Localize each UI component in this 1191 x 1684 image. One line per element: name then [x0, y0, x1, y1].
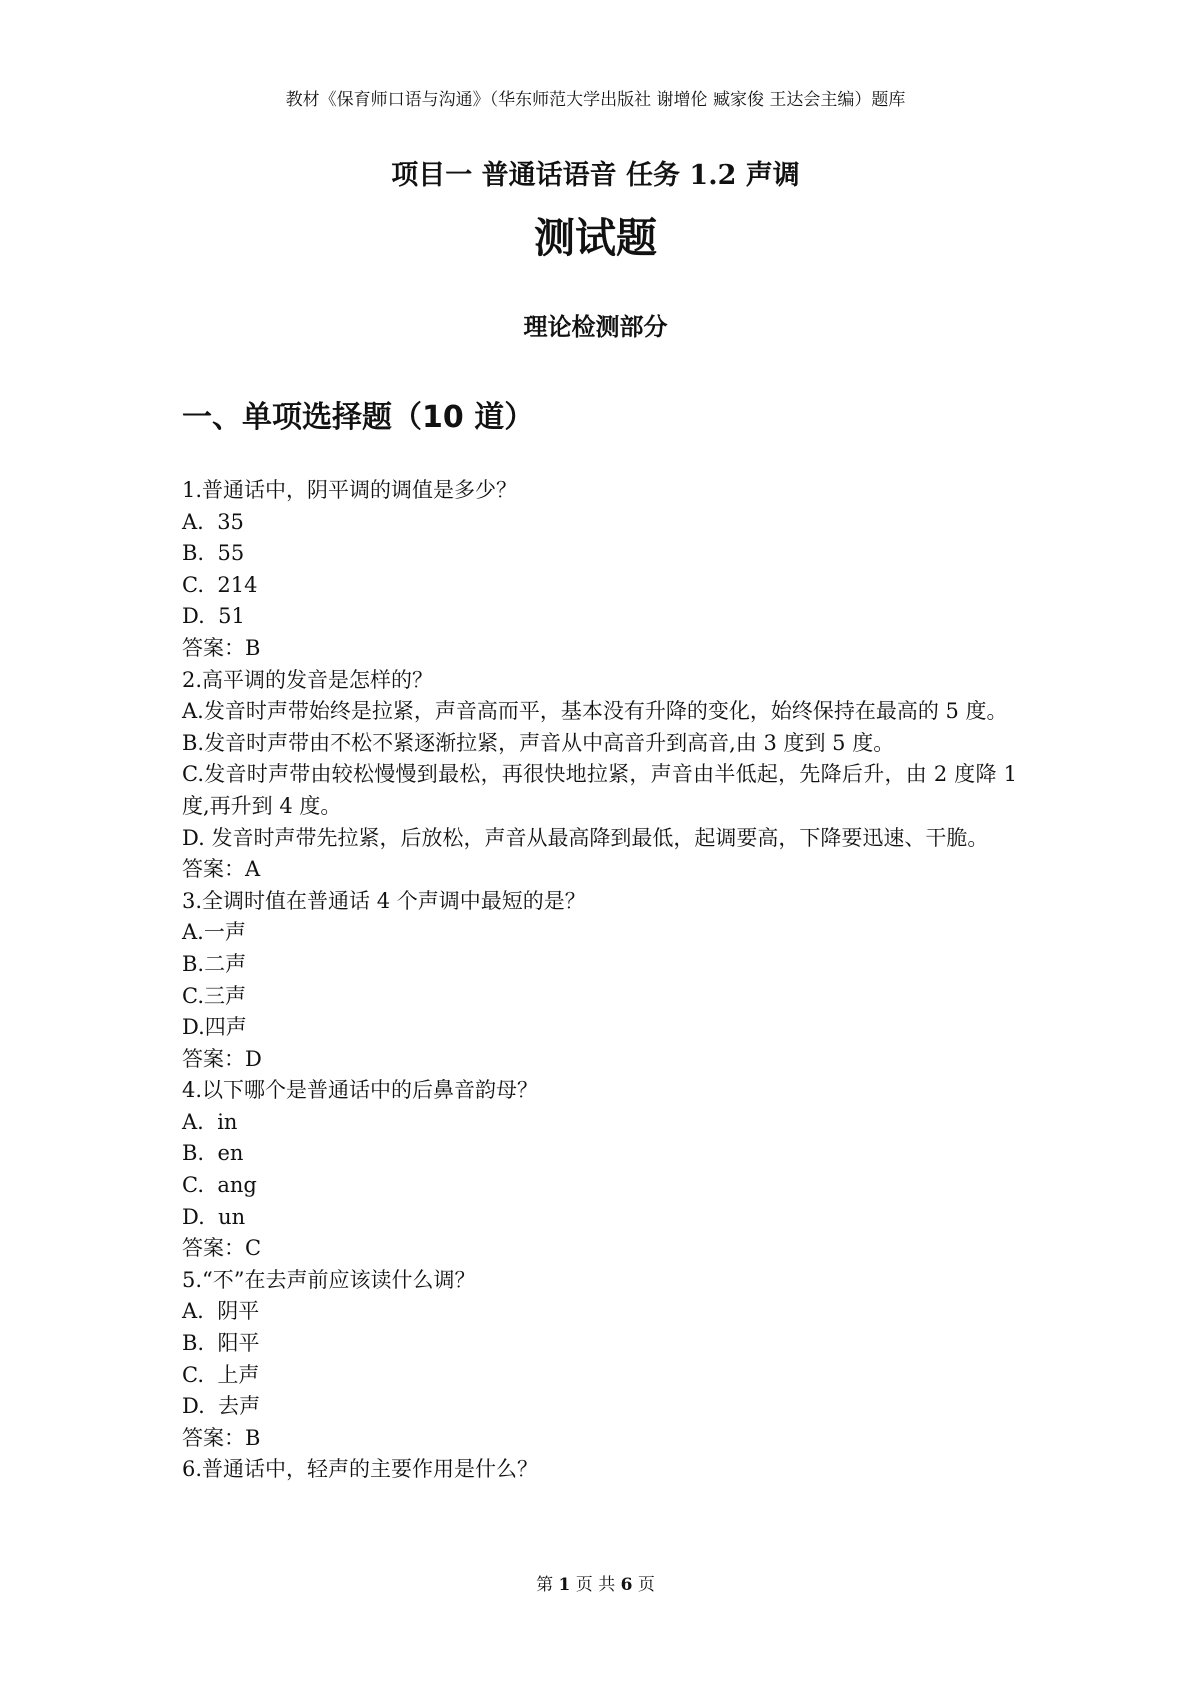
project-title: 项目一 普通话语音 任务 1.2 声调 [391, 160, 800, 191]
question-stem: 3.全调时值在普通话 4 个声调中最短的是？ [182, 888, 586, 913]
option-c: C. ang [182, 1173, 257, 1198]
option-b: B. 阳平 [182, 1331, 260, 1356]
page-total: 6 [620, 1575, 633, 1595]
footer-suffix: 页 [637, 1575, 655, 1595]
option-d: D. un [182, 1204, 246, 1229]
section-title: 理论检测部分 [523, 313, 668, 341]
question-stem: 2.高平调的发音是怎样的？ [182, 667, 434, 692]
option-b: B. 55 [182, 541, 245, 566]
option-b: B.发音时声带由不松不紧逐渐拉紧，声音从中高音升到高音,由 3 度到 5 度。 [182, 730, 895, 755]
option-d: D. 去声 [182, 1394, 261, 1419]
option-c: C.发音时声带由较松慢慢到最松，再很快地拉紧，声音由半低起，先降后升，由 2 度降 1 度,再升到 4 度。 [182, 762, 1017, 818]
footer-middle: 页 共 [575, 1575, 616, 1595]
option-a: A.一声 [182, 920, 246, 945]
question-stem: 5.“不”在去声前应该读什么调？ [182, 1267, 476, 1292]
running-header: 教材《保育师口语与沟通》（华东师范大学出版社 谢增伦 臧家俊 王达会主编）题库 [285, 90, 906, 110]
answer: 答案：B [182, 635, 261, 660]
page-footer [0, 1574, 1191, 1596]
footer-prefix: 第 [536, 1575, 554, 1595]
option-c: C. 上声 [182, 1362, 260, 1387]
option-d: D. 51 [182, 604, 245, 629]
option-c: C.三声 [182, 983, 246, 1008]
question-stem: 6.普通话中，轻声的主要作用是什么？ [182, 1457, 539, 1482]
answer: 答案：A [182, 857, 261, 882]
page-number: 1 [558, 1575, 571, 1595]
answer: 答案：D [182, 1046, 262, 1071]
option-a: A. 阴平 [182, 1299, 260, 1324]
option-a: A.发音时声带始终是拉紧，声音高而平，基本没有升降的变化，始终保持在最高的 5 度。 [182, 699, 1008, 724]
answer: 答案：C [182, 1236, 262, 1261]
question-stem: 1.普通话中，阴平调的调值是多少？ [182, 478, 518, 502]
question-list [182, 475, 1017, 1486]
option-b: B. en [182, 1141, 244, 1166]
option-b: B.二声 [182, 951, 247, 976]
option-a: A. in [182, 1109, 238, 1134]
question-stem: 4.以下哪个是普通话中的后鼻音韵母？ [182, 1078, 539, 1103]
answer: 答案：B [182, 1425, 261, 1450]
main-title: 测试题 [534, 214, 657, 262]
part-heading: 一、单项选择题（10 道） [182, 400, 535, 435]
option-a: A. 35 [182, 509, 244, 534]
option-d: D.四声 [182, 1015, 247, 1040]
option-d: D. 发音时声带先拉紧，后放松，声音从最高降到最低，起调要高，下降要迅速、干脆。 [182, 825, 989, 850]
option-c: C. 214 [182, 572, 258, 597]
